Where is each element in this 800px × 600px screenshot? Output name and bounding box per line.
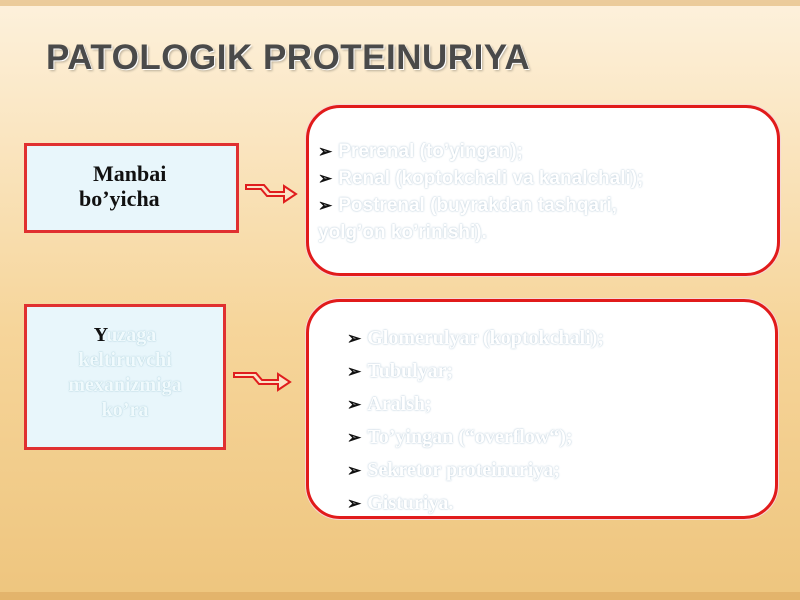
diamond-arrow-bullet-icon: ➢ [347,395,362,414]
slide-title: PATOLOGIK PROTEINURIYA [46,38,531,77]
mechanism-types-list [347,322,604,520]
diamond-arrow-bullet-icon: ➢ [347,494,362,513]
list-item [347,487,604,520]
group-by-mechanism [306,299,778,519]
mechanism-box [24,304,226,450]
list-item [347,322,604,355]
list-item [347,355,604,388]
list-item-text: Aralsh; [367,393,432,415]
source-types-list [318,138,758,246]
right-arrow-icon [244,180,300,206]
diamond-arrow-bullet-icon: ➢ [318,142,333,161]
list-item-text: Sekretor proteinuriya; [367,459,561,481]
mechanism-first-letter: Y [93,324,107,346]
list-item-text: To’yingan (“overflow“); [367,426,573,448]
diamond-arrow-bullet-icon: ➢ [347,461,362,480]
diamond-arrow-bullet-icon: ➢ [318,196,333,215]
mechanism-label-line1 [27,323,223,348]
source-box [24,143,239,233]
mechanism-label-line4: ko’ra [101,399,149,421]
diamond-arrow-bullet-icon: ➢ [318,169,333,188]
list-item-text: Glomerulyar (koptokchali); [367,327,605,349]
bottom-stripe [0,592,800,600]
list-item [347,388,604,421]
list-item-text: Gisturiya. [367,492,454,514]
group-by-source [306,105,780,276]
list-item [347,454,604,487]
source-label-line1: Manbai [93,161,167,186]
mechanism-label [27,307,223,423]
list-item-text: Renal (koptokchali va kanalchali); [338,168,644,189]
list-item-text: Tubulyar; [367,360,454,382]
diamond-arrow-bullet-icon: ➢ [347,329,362,348]
mechanism-label-line2: keltiruvchi [78,349,172,371]
list-item-text: Prerenal (to’yingan); [338,141,523,162]
list-item-text: yolg’on ko’rinishi). [318,222,487,243]
source-label [79,161,166,211]
mechanism-label-rest: uzaga [106,324,157,346]
list-item [318,165,758,192]
diamond-arrow-bullet-icon: ➢ [347,362,362,381]
mechanism-label-line3: mexanizmiga [68,374,182,396]
diamond-arrow-bullet-icon: ➢ [347,428,362,447]
source-label-line2: bo’yicha [79,186,160,211]
list-item-continuation [318,219,758,246]
right-arrow-icon [232,367,294,393]
list-item [347,421,604,454]
list-item [318,192,758,219]
list-item-text: Postrenal (buyrakdan tashqari, [338,195,617,216]
top-stripe [0,0,800,6]
list-item [318,138,758,165]
